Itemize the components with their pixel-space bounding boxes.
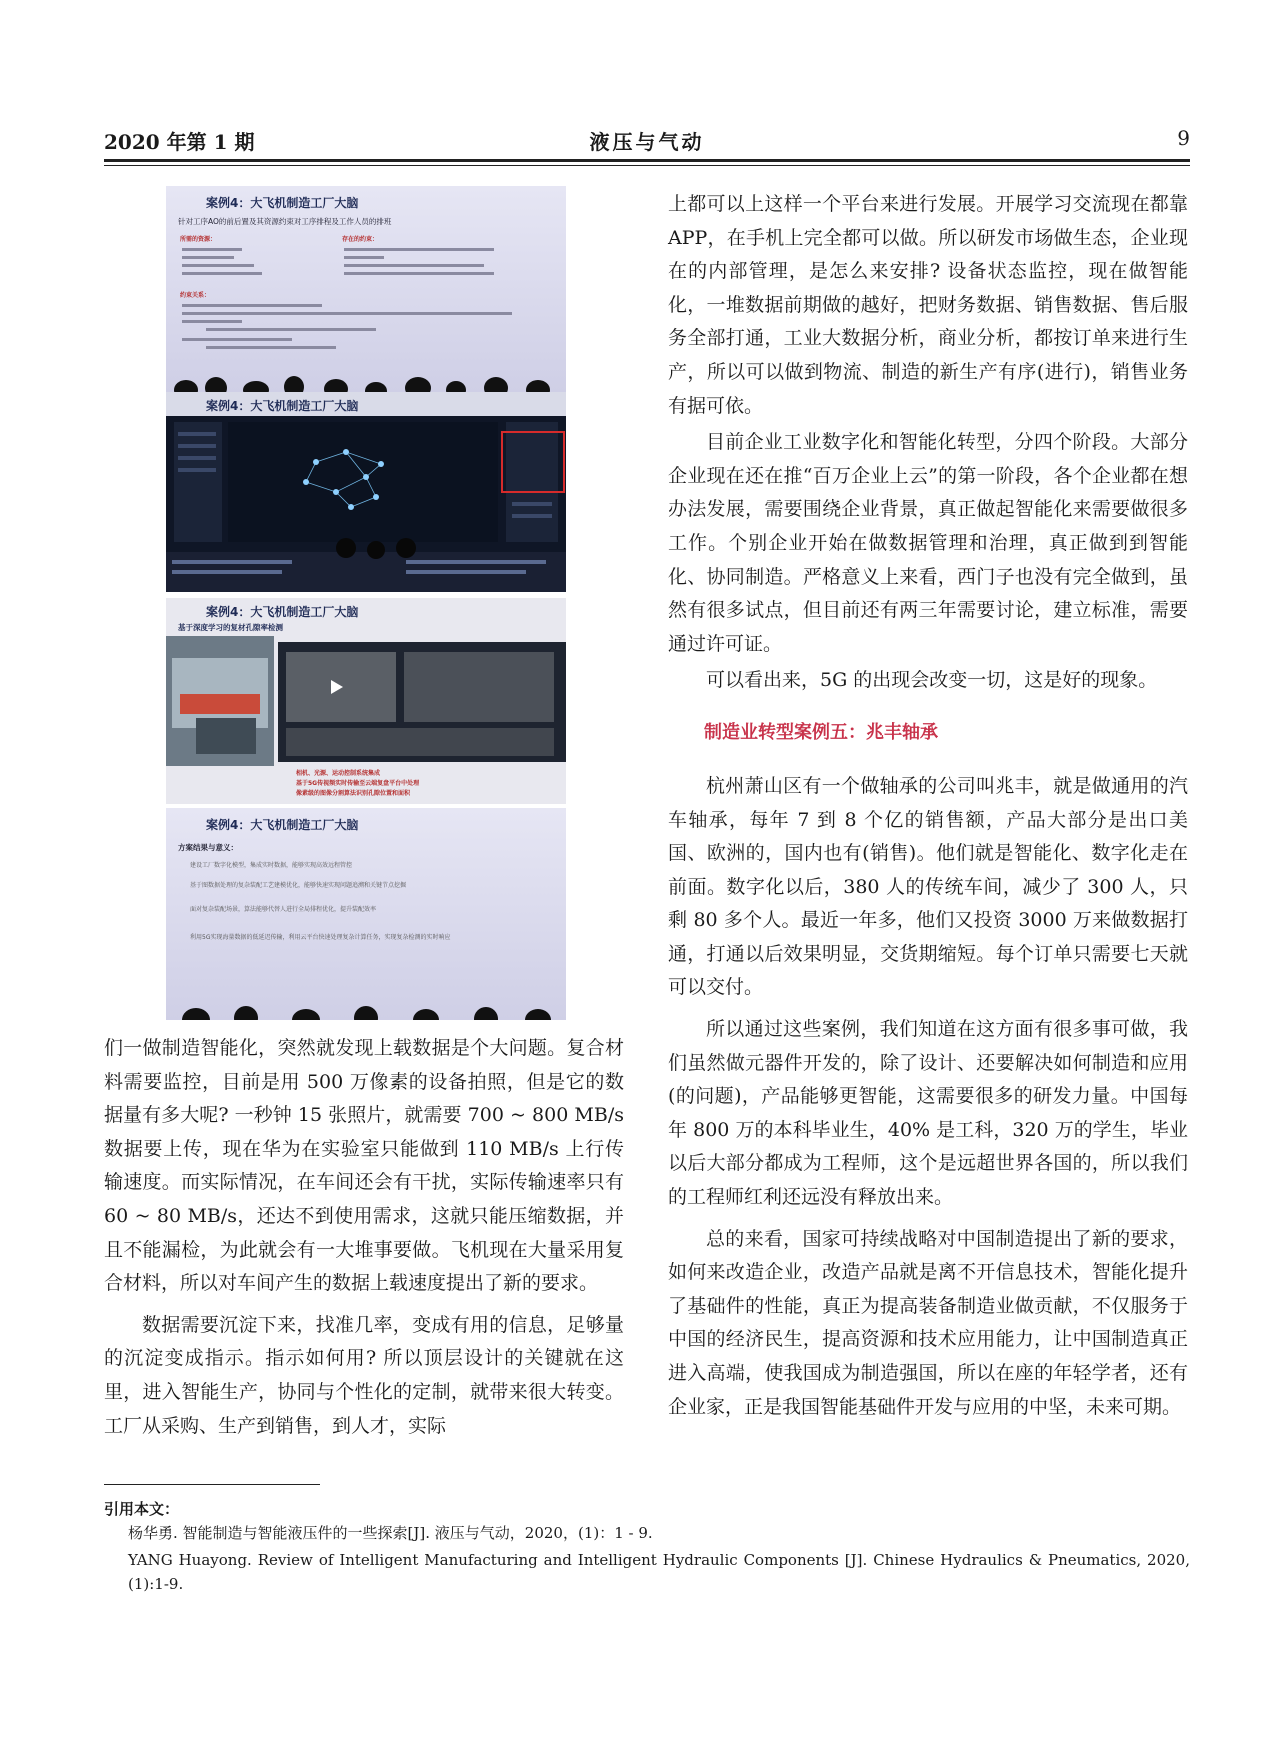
slides-photo-figure [166, 186, 566, 1020]
slide-1-constraint-head: 约束关系： [180, 292, 211, 299]
right-column [668, 188, 1188, 1424]
slide-4-bullet-1: 建设工厂数字化模型，集成实时数据，能够实现高效远程管控 [190, 862, 353, 869]
slide-2-dashboard-graphic [166, 392, 566, 592]
slide-3-bullet-3: 像素级的图像分割算法识别孔隙位置和面积 [296, 790, 411, 797]
header-rule-thin [104, 165, 1190, 166]
citation-english: YANG Huayong. Review of Intelligent Manufacturing and Intelligent Hydraulic Components [J]. Chinese Hydraulics & Pneumatics, 2020,(1):1-9. [128, 1551, 1190, 1593]
right-paragraph-4: 杭州萧山区有一个做轴承的公司叫兆丰，就是做通用的汽车轴承，每年 7 到 8 个亿的销售额，产品大部分是出口美国、欧洲的，国内也有(销售)。他们就是智能化、数字化走在前面。数字化以后，380 人的传统车间，减少了 300 人，只剩 80 多个人。最近一年多，他们又投资 3000 万来做数据打通，打通以后效果明显，交货期缩短。每个订单只需要七天就可以交付。 [668, 774, 1188, 999]
left-paragraph-2: 数据需要沉淀下来，找准几率，变成有用的信息，足够量的沉淀变成指示。指示如何用? 所以顶层设计的关键就在这里，进入智能生产，协同与个性化的定制，就带来很大转变。工厂从采购、生产到销售，到人才，实际 [104, 1313, 624, 1437]
left-column [104, 1032, 624, 1443]
slide-3-bullet-2: 基于5G传视频实时传输至云端复盘平台中处理 [296, 780, 420, 787]
slide-3-title: 案例4：大飞机制造工厂大脑 [206, 605, 359, 619]
slide-1-title: 案例4：大飞机制造工厂大脑 [206, 196, 359, 210]
slide-4-bullet-2: 基于图数据处理的复杂装配工艺建模优化，能够快速实现问题追溯和关键节点挖掘 [190, 882, 407, 889]
slide-2 [166, 392, 566, 592]
page-number: 9 [1177, 126, 1190, 150]
right-paragraph-2: 目前企业工业数字化和智能化转型，分四个阶段。大部分企业现在还在推“百万企业上云”的第一阶段，各个企业都在想办法发展，需要围绕企业背景，真正做起智能化来需要做很多工作。个别企业开始在做数据管理和治理，真正做到到智能化、协同制造。严格意义上来看，西门子也没有完全做到，虽然有很多试点，但目前还有两三年需要讨论，建立标准，需要通过许可证。 [668, 431, 1188, 655]
slide-4-bullet-3: 面对复杂装配场景，算法能够代替人进行全局排程优化，提升装配效率 [190, 906, 377, 913]
slide-4-subtitle: 方案结果与意义： [178, 843, 238, 852]
slide-3 [166, 598, 566, 804]
slide-4-audience [166, 808, 566, 1020]
issue-label: 2020 年第 1 期 [104, 130, 255, 154]
right-paragraph-5: 所以通过这些案例，我们知道在这方面有很多事可做，我们虽然做元器件开发的，除了设计、还要解决如何制造和应用(的问题)，产品能够更智能，这需要很多的研发力量。中国每年 800 万的本科毕业生，40% 是工科，320 万的学生，毕业以后大部分都成为工程师，这个是远超世界各国的，所以我们的工程师红利还远没有释放出来。 [668, 1018, 1188, 1209]
right-paragraph-6: 总的来看，国家可持续战略对中国制造提出了新的要求，如何来改造企业，改造产品就是离不开信息技术，智能化提升了基础件的性能，真正为提高装备制造业做贡献，不仅服务于中国的经济民生，提高资源和技术应用能力，让中国制造真正进入高端，使我国成为制造强国，所以在座的年轻学者，还有企业家，正是我国智能基础件开发与应用的中坚，未来可期。 [668, 1227, 1188, 1418]
slide-4 [166, 808, 566, 1020]
journal-title: 液压与气动 [589, 130, 705, 154]
right-paragraph-3: 可以看出来，5G 的出现会改变一切，这是好的现象。 [706, 669, 1158, 692]
footnote-rule [104, 1484, 320, 1485]
slide-1-subtitle: 针对工序AO的前后置及其资源约束对工序排程及工作人员的排班 [178, 217, 392, 226]
slide-1-left-head: 所需的资源： [180, 236, 217, 243]
right-paragraph-1: 上都可以上这样一个平台来进行发展。开展学习交流现在都靠 APP，在手机上完全都可以做。所以研发市场做生态，企业现在的内部管理，是怎么来安排? 设备状态监控，现在做智能化，一堆数据前期做的越好，把财务数据、销售数据、售后服务全部打通，工业大数据分析，商业分析，都按订单来进行生产，所以可以做到物流、制造的新生产有序(进行)，销售业务有据可依。 [668, 193, 1188, 417]
section-heading: 制造业转型案例五：兆丰轴承 [704, 721, 938, 743]
slide-3-subtitle: 基于深度学习的复材孔隙率检测 [178, 623, 283, 632]
slide-4-title: 案例4：大飞机制造工厂大脑 [206, 818, 359, 832]
citation-chinese: 杨华勇. 智能制造与智能液压件的一些探索[J]. 液压与气动，2020，(1)：1 - 9. [128, 1524, 653, 1542]
left-paragraph-1: 们一做制造智能化，突然就发现上载数据是个大问题。复合材料需要监控，目前是用 500 万像素的设备拍照，但是它的数据量有多大呢? 一秒钟 15 张照片，就需要 700 ~ 800 MB/s 数据要上传，现在华为在实验室只能做到 110 MB/s 上行传输速度。而实际情况，在车间还会有干扰，实际传输速率只有 60 ~ 80 MB/s，还达不到使用需求，这就只能压缩数据，并且不能漏检，为此就会有一大堆事要做。飞机现在大量采用复合材料，所以对车间产生的数据上载速度提出了新的要求。 [104, 1037, 624, 1295]
slide-4-bullet-4: 利用5G实现海量数据的低延迟传输，利用云平台快速处理复杂计算任务，实现复杂检测的实时响应 [190, 934, 451, 941]
running-header [104, 122, 1190, 160]
slide-1-text-lines [166, 186, 566, 392]
slide-3-bullet-1: 相机、光源、运动控制系统集成 [296, 770, 381, 777]
header-rule-thick [104, 159, 1190, 162]
slide-1-right-head: 存在的约束： [342, 236, 379, 243]
slide-2-title: 案例4：大飞机制造工厂大脑 [206, 399, 359, 413]
citation-label: 引用本文： [104, 1500, 180, 1518]
slide-1 [166, 186, 566, 392]
